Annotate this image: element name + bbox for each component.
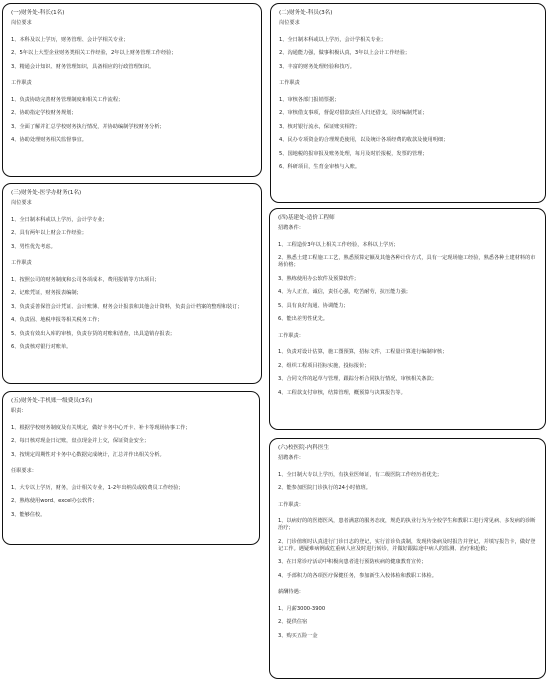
subsection-heading: 岗位要求 [11,200,32,206]
section-title: (一)财务处-科长(1名) [11,10,65,16]
list-item: 1、月薪3000-3900 [278,605,326,612]
list-item: 1、按照公司的财务制度和公司各项成本，费用报销等方出项目； [11,276,160,283]
list-item: 1、大专以上学历，财务，会计相关专业，1-2年出纳员或收费员工作经验； [11,484,184,491]
list-item: 4、负责固、地税申报等相关税务工作； [11,317,103,323]
spacer [278,492,537,499]
list-item: 4、协助处理财务相关监督事宜。 [11,137,87,143]
list-item: 2、5年以上大型企业财务类相关工作经验，2年以上财务管理工作经验； [11,50,177,56]
list-item: 2、能参加医院门诊执行的24小时值班。 [278,485,371,491]
subsection-heading: 工作职责 [11,260,32,266]
list-item: 2、组织工程项目招标实施，投标报价； [278,362,370,369]
section-finance-chief [2,3,262,177]
list-item: 3、在日常诊疗活动中积极向患者进行预防疾病的健康教育宣传； [278,559,427,565]
list-item: 3、购买五险一金 [278,632,318,639]
section-title: (二)财务处-科员(3名) [279,10,333,16]
subsection-heading: 工作职责 [11,80,32,86]
list-item: 1、本科及以上学历，财务管理、会计学相关专业； [11,36,129,43]
spacer [11,459,251,466]
list-item: 2、协助指定学校财务规划； [11,110,77,116]
list-item: 1、以病好的的医德医风，患者满意的服务态度，规范的执业行为为全校学生和教职工进行常见病、多发病的诊断治疗； [278,518,536,531]
list-item: 3、男性优先考虑。 [11,243,56,250]
subsection-heading: 工作职责： [278,501,304,508]
list-item: 2、提供住宿 [278,619,308,625]
list-item: 1、负责对设计估算，施工图预算，招标文件，工程量计算进行编制审核； [278,349,448,355]
list-item: 6、科研项目，生育金审核与入账。 [279,164,361,170]
list-item: 5、国地税的报审报及账务处理，每月及时於报税，发票的管理； [279,150,428,157]
list-item: 2、记账凭证，财务报表编制； [11,290,82,296]
section-cost-engineer [269,208,546,430]
section-card-cashier [2,391,260,545]
list-item: 4、为人正直，诚信，责任心强，吃苦耐劳，抗压能力强； [278,289,411,295]
section-medical-finance [2,183,262,384]
section-title: (五)财务处-手机账一级费员(3名) [11,398,93,404]
section-title: (六)校医院-内科医生 [278,445,330,451]
section-body [11,200,253,351]
list-item: 1、全日制本科或以上学历，会计学专业； [11,216,108,223]
list-item: 4、手部积力的各项医疗保健任务，参加新生入校体检和教职工体检。 [278,572,437,579]
list-item: 3、全面了解并汇总学校财务执行情况，并协助编制学校财务分析； [11,123,165,130]
list-item: 1、工程造价3年以上相关工作经验，本科以上学历； [278,241,399,248]
list-item: 4、工程款支付审核，结算管理，概预算与决算报告等。 [278,389,406,396]
list-item: 3、熟练使用办公软件及预算软件； [278,275,360,282]
list-item: 1、审核各部门报销票据； [279,96,340,103]
list-item: 2、沟通能力强，做事积极认真，3年以上会计工作经验； [279,50,411,56]
list-item: 6、能出差男性优先。 [278,316,328,322]
spacer [279,71,537,78]
subsection-heading: 工作职责 [279,80,300,86]
list-item: 2、门诊值班时认真进行门诊日志的登记，实行首诊负责制，发现传染病及时报告并登记，并填写报告卡，做好登记工作。遇疑难病例或危重病人应及时进行转诊，并做好跟踪途中病人的监测、治疗和抢救； [278,538,536,552]
section-title: (三)财务处-医学办财务(1名) [11,190,82,196]
spacer [278,580,537,587]
list-item: 3、丰富的财务处理经验和技巧。 [279,63,355,70]
spacer [278,323,537,330]
list-item: 1、全日制本科或以上学历，会计学相关专业； [279,36,387,43]
section-body [279,20,537,171]
section-finance-clerk [270,3,546,203]
list-item: 2、熟悉土建工程施工工艺，熟悉预算定额及其他各种计价方式，具有一定现场施工经验，熟悉各种土建材料的市场价格； [278,255,536,268]
list-item: 1、根据学校财务制度及有关规定，做好卡务中心开卡、补卡等现场协事工作； [11,424,191,431]
subsection-heading: 岗位要求 [11,20,32,26]
list-item: 3、合同文件的起草与管理，跟踪分析合同执行情况，审核相关条款； [278,376,437,382]
list-item: 1、全日制大专以上学历，有执业医师证，有二级医院工作经历者优先； [278,471,443,478]
section-body [278,225,537,397]
list-item: 3、能够住校。 [11,511,46,518]
list-item: 3、精通会计知识、财务管理知识，具备相应的行政管理知识。 [11,63,155,70]
subsection-heading: 薪酬待遇： [278,589,304,595]
list-item: 2、每日核对现金日记账，盘点现金并上交，保证资金安全； [11,438,150,444]
list-item: 2、熟练使用word、excel办公软件； [11,498,98,504]
subsection-heading: 招聘条件： [278,225,304,231]
list-item: 2、具有两年以上财会工作经验； [11,230,87,236]
section-body [278,455,537,640]
list-item: 2、审核借支事项，督促对借款责任人归还借支，及时编制凭证； [279,110,428,116]
spacer [11,251,253,258]
subsection-heading: 任职要求： [11,468,37,474]
list-item: 6、负责核对银行对账单。 [11,344,72,350]
section-body [11,20,253,144]
list-item: 3、核对银行流水，保证账实相符； [279,123,361,130]
list-item: 3、负责妥善保管会计凭证、会计账簿、财务会计报表和其他会计资料，负责会计档案的整理和装订； [11,303,243,310]
spacer [11,71,253,78]
list-item: 3、按规定周期性对卡务中心数据完成统计，汇总并作出相关分析。 [11,451,165,458]
section-clinic-doctor [269,438,546,679]
subsection-heading: 岗位要求 [279,20,300,26]
subsection-heading: 招聘条件： [278,455,304,461]
list-item: 5、负责有效出入库的审核，负责存货的对账和清查，出具造销存报表； [11,330,176,337]
list-item: 5、具有良好沟通、协调能力； [278,302,349,309]
list-item: 1、负责协助完善财务管理制度和相关工作流程； [11,96,124,103]
section-body [11,408,251,519]
subsection-heading: 工作职责： [278,332,304,339]
list-item: 4、民办专项资金的合理规范使用，以及统计各项经费的收款及使用明细； [279,137,449,143]
subsection-heading: 职责： [11,408,27,414]
section-title: (四)基建处-造价工程师 [278,215,335,221]
